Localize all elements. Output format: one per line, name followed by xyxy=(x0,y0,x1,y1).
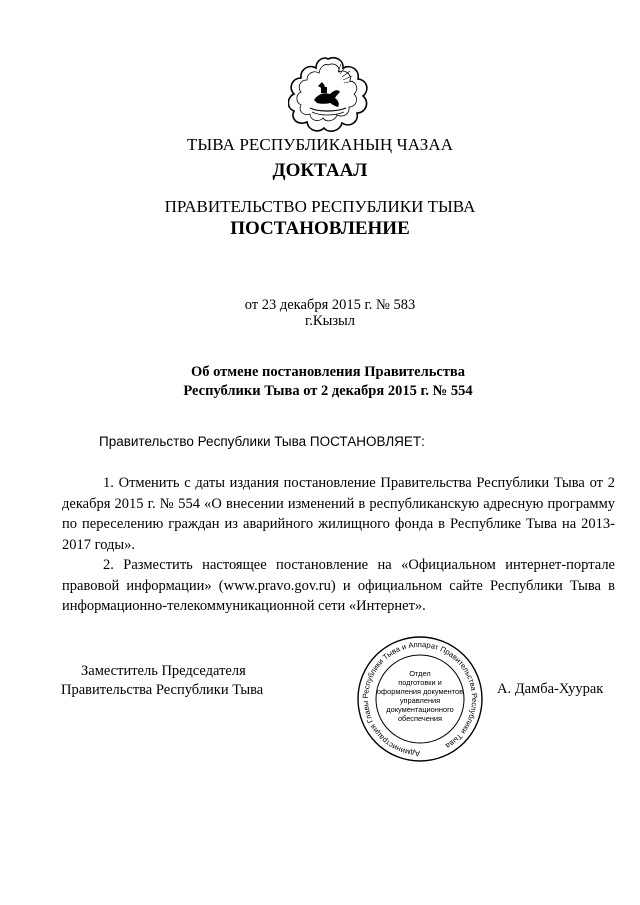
seal-inner-line-4: управления xyxy=(399,696,441,705)
seal-inner-line-1: Отдел xyxy=(409,669,431,678)
document-city: г.Кызыл xyxy=(304,313,356,329)
seal-inner-line-6: обеспечения xyxy=(397,714,443,723)
tuvan-government-title: ТЫВА РЕСПУБЛИКАНЫҢ ЧАЗАА xyxy=(186,135,454,154)
signatory-name: А. Дамба-Хуурак xyxy=(497,681,604,697)
subject-line-2: Республики Тыва от 2 декабря 2015 г. № 554 xyxy=(183,383,473,399)
document-date-number: от 23 декабря 2015 г. № 583 xyxy=(244,297,416,313)
coat-of-arms-icon xyxy=(288,56,368,132)
official-seal-icon xyxy=(355,634,485,764)
signatory-position xyxy=(61,662,263,700)
seal-inner-line-3: оформления документов xyxy=(376,687,464,696)
signatory-position-line-1: Заместитель Председателя xyxy=(81,663,246,679)
paragraph-2: 2. Разместить настоящее постановление на «Официальном интернет-портале правовой информации» (www.pravo.gov.ru) и официальном сайте Республики Тыва в информационно-телекоммуникационной сети «Интернет». xyxy=(62,557,615,614)
seal-inner-line-2: подготовки и xyxy=(398,678,442,687)
paragraph-1: 1. Отменить с даты издания постановление Правительства Республики Тыва от 2 декабря 2015 г. № 554 «О внесении изменений в республиканскую адресную программу по переселению граждан из аварийного жилищного фонда в Республике Тыва на 2013-2017 годы». xyxy=(62,475,615,553)
decree-intro: Правительство Республики Тыва ПОСТАНОВЛЯЕТ: xyxy=(99,434,425,449)
seal-inner-line-5: документационного xyxy=(386,705,454,714)
russian-government-title: ПРАВИТЕЛЬСТВО РЕСПУБЛИКИ ТЫВА xyxy=(164,197,476,216)
signatory-position-line-2: Правительства Республики Тыва xyxy=(61,682,264,698)
seal-outer-text: Администрация Главы Республики Тыва и Аппарат Правительства Республики Тыва xyxy=(360,639,480,759)
subject-line-1: Об отмене постановления Правительства xyxy=(190,364,466,380)
tuvan-document-type: ДОКТААЛ xyxy=(272,160,368,181)
russian-document-type: ПОСТАНОВЛЕНИЕ xyxy=(230,218,410,239)
